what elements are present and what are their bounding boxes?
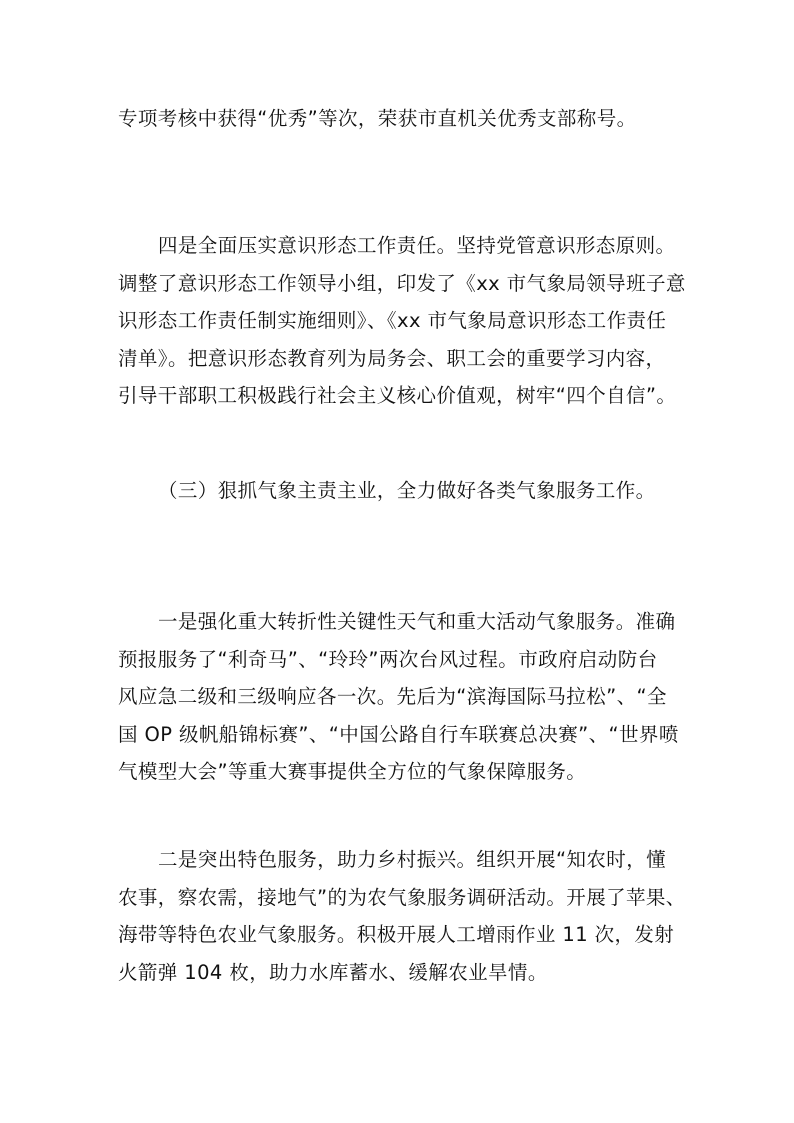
text-line: 气模型大会”等重大赛事提供全方位的气象保障服务。 [118, 760, 587, 783]
text-line: 海带等特色农业气象服务。积极开展人工增雨作业 11 次，发射 [118, 923, 675, 946]
text-line: 国 OP 级帆船锦标赛”、“中国公路自行车联赛总决赛”、“世界喷 [118, 722, 679, 746]
text-line: 农事，察农需，接地气”的为农气象服务调研活动。开展了苹果、 [118, 885, 686, 909]
text-line: 引导干部职工积极践行社会主义核心价值观，树牢“四个自信”。 [118, 384, 677, 407]
text-line: 四是全面压实意识形态工作责任。坚持党管意识形态原则。 [158, 234, 676, 257]
text-line: 预报服务了“利奇马”、“玲玲”两次台风过程。市政府启动防台 [118, 647, 658, 671]
text-line: 专项考核中获得“优秀”等次，荣获市直机关优秀支部称号。 [118, 107, 637, 130]
text-line: （三）狠抓气象主责主业，全力做好各类气象服务工作。 [158, 479, 656, 502]
text-line: 清单》。把意识形态教育列为局务会、职工会的重要学习内容， [118, 346, 666, 370]
text-line: 识形态工作责任制实施细则》、《xx 市气象局意识形态工作责任 [118, 309, 667, 332]
text-line: 二是突出特色服务，助力乡村振兴。组织开展“知农时，懂 [158, 848, 667, 871]
text-line: 火箭弹 104 枚，助力水库蓄水、缓解农业旱情。 [118, 960, 548, 984]
paragraph-four-ideology [118, 227, 684, 415]
paragraph-two-rural-service [118, 841, 684, 991]
text-line: 风应急二级和三级响应各一次。先后为“滨海国际马拉松”、“全 [118, 685, 667, 708]
text-line: 一是强化重大转折性关键性天气和重大活动气象服务。准确 [158, 610, 676, 633]
text-line: 调整了意识形态工作领导小组，印发了《xx 市气象局领导班子意 [118, 271, 686, 295]
paragraph-one-weather-service [118, 603, 684, 791]
section-heading-three [118, 472, 684, 510]
paragraph-continuation [118, 100, 684, 138]
